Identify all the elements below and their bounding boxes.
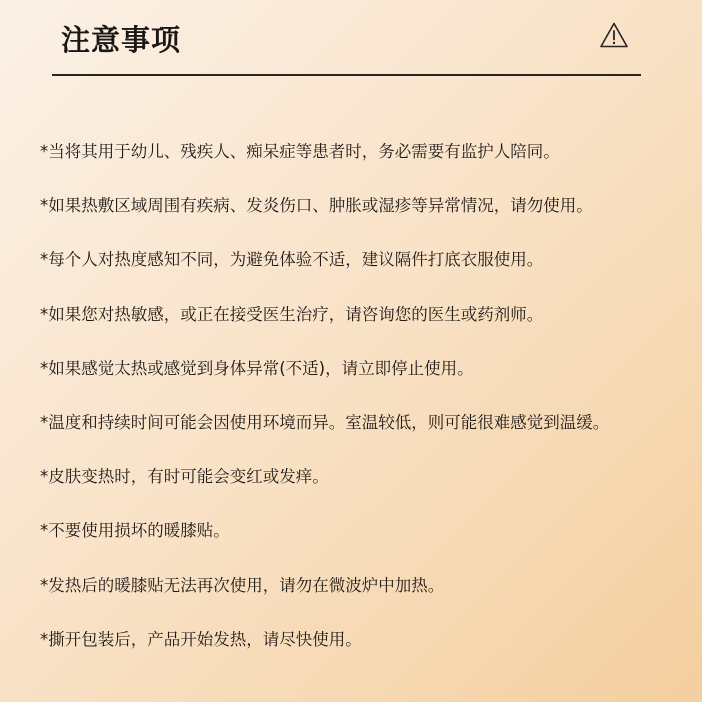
note-item: *撕开包装后，产品开始发热，请尽快使用。 [40, 629, 362, 649]
note-item: *当将其用于幼儿、残疾人、痴呆症等患者时，务必需要有监护人陪同。 [40, 142, 560, 161]
note-item: *发热后的暖膝贴无法再次使用，请勿在微波炉中加热。 [40, 575, 445, 595]
title-divider [52, 74, 641, 76]
note-item: *如果感觉太热或感觉到身体异常(不适)，请立即停止使用。 [40, 358, 474, 378]
note-item: *如果热敷区域周围有疾病、发炎伤口、肿胀或湿疹等异常情况，请勿使用。 [40, 196, 593, 216]
note-item: *皮肤变热时，有时可能会变红或发痒。 [40, 467, 329, 487]
note-item: *每个人对热度感知不同，为避免体验不适，建议隔件打底衣服使用。 [40, 250, 544, 270]
notes-list [40, 142, 609, 684]
note-item: *如果您对热敏感，或正在接受医生治疗，请咨询您的医生或药剂师。 [40, 304, 544, 324]
note-item: *不要使用损坏的暖膝贴。 [40, 521, 230, 541]
page-title: 注意事项 [61, 23, 182, 57]
note-item: *温度和持续时间可能会因使用环境而异。室温较低，则可能很难感觉到温缓。 [40, 412, 610, 432]
warning-triangle-icon [599, 21, 629, 49]
